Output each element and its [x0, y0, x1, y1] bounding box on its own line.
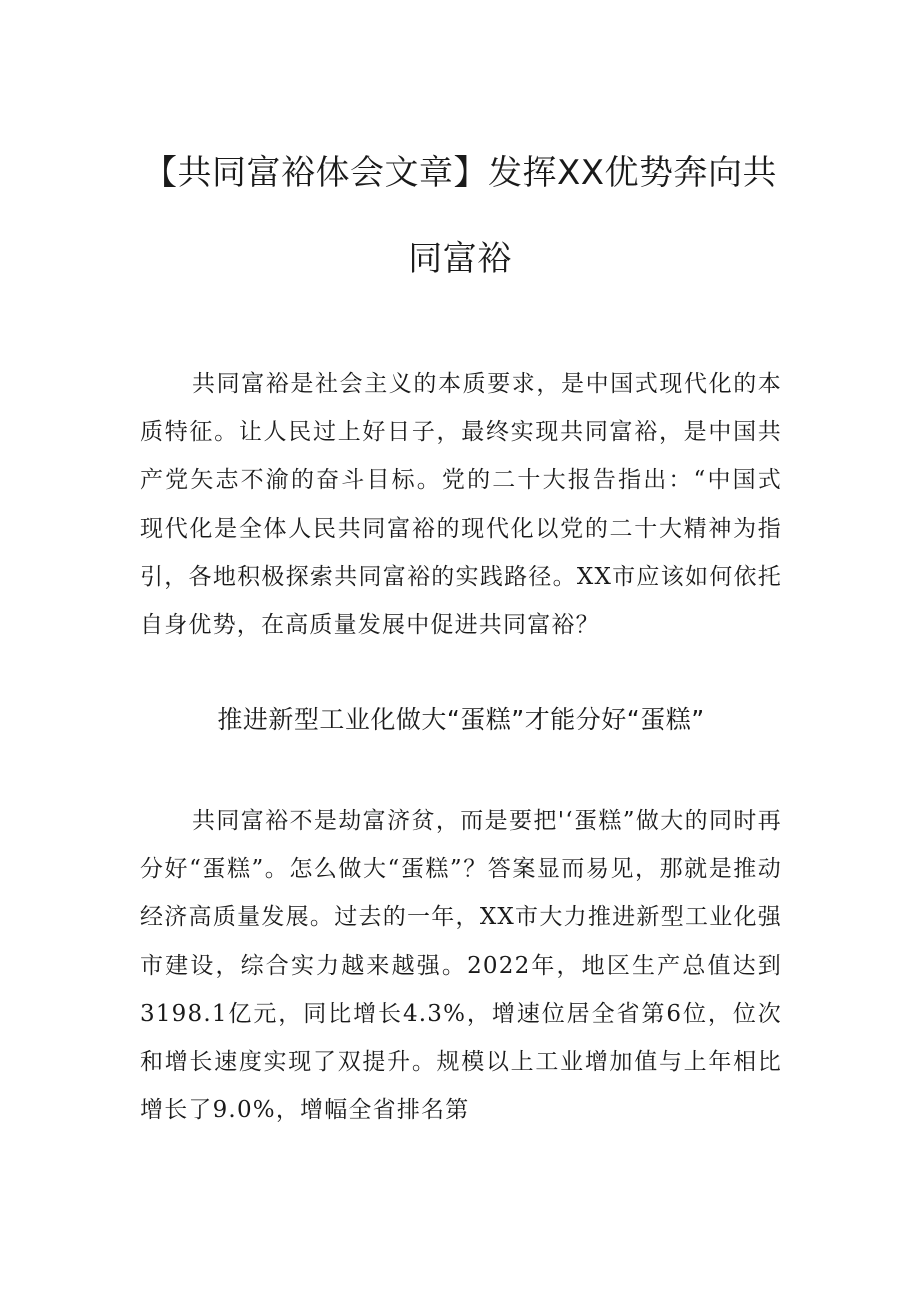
- document-title: 【共同富裕体会文章】发挥XX优势奔向共同富裕: [142, 153, 778, 279]
- section-heading: 推进新型工业化做大“蛋糕”才能分好“蛋糕”: [217, 705, 705, 734]
- intro-paragraph: 共同富裕是社会主义的本质要求，是中国式现代化的本质特征。让人民过上好日子，最终实现共同富裕，是中国共产党矢志不渝的奋斗目标。党的二十大报告指出：“中国式现代化是全体人民共同富裕的现代化以党的二十大精神为指引，各地积极探索共同富裕的实践路径。XX市应该如何依托自身优势，在高质量发展中促进共同富裕？: [140, 371, 782, 639]
- section-paragraph: 共同富裕不是劫富济贫，而是要把'‘蛋糕”做大的同时再分好“蛋糕”。怎么做大“蛋糕”？答案显而易见，那就是推动经济高质量发展。过去的一年，XX市大力推进新型工业化强市建设，综合实力越来越强。2022年，地区生产总值达到3198.1亿元，同比增长4.3%，增速位居全省第6位，位次和增长速度实现了双提升。规模以上工业增加值与上年相比增长了9.0%，增幅全省排名第: [140, 808, 782, 1124]
